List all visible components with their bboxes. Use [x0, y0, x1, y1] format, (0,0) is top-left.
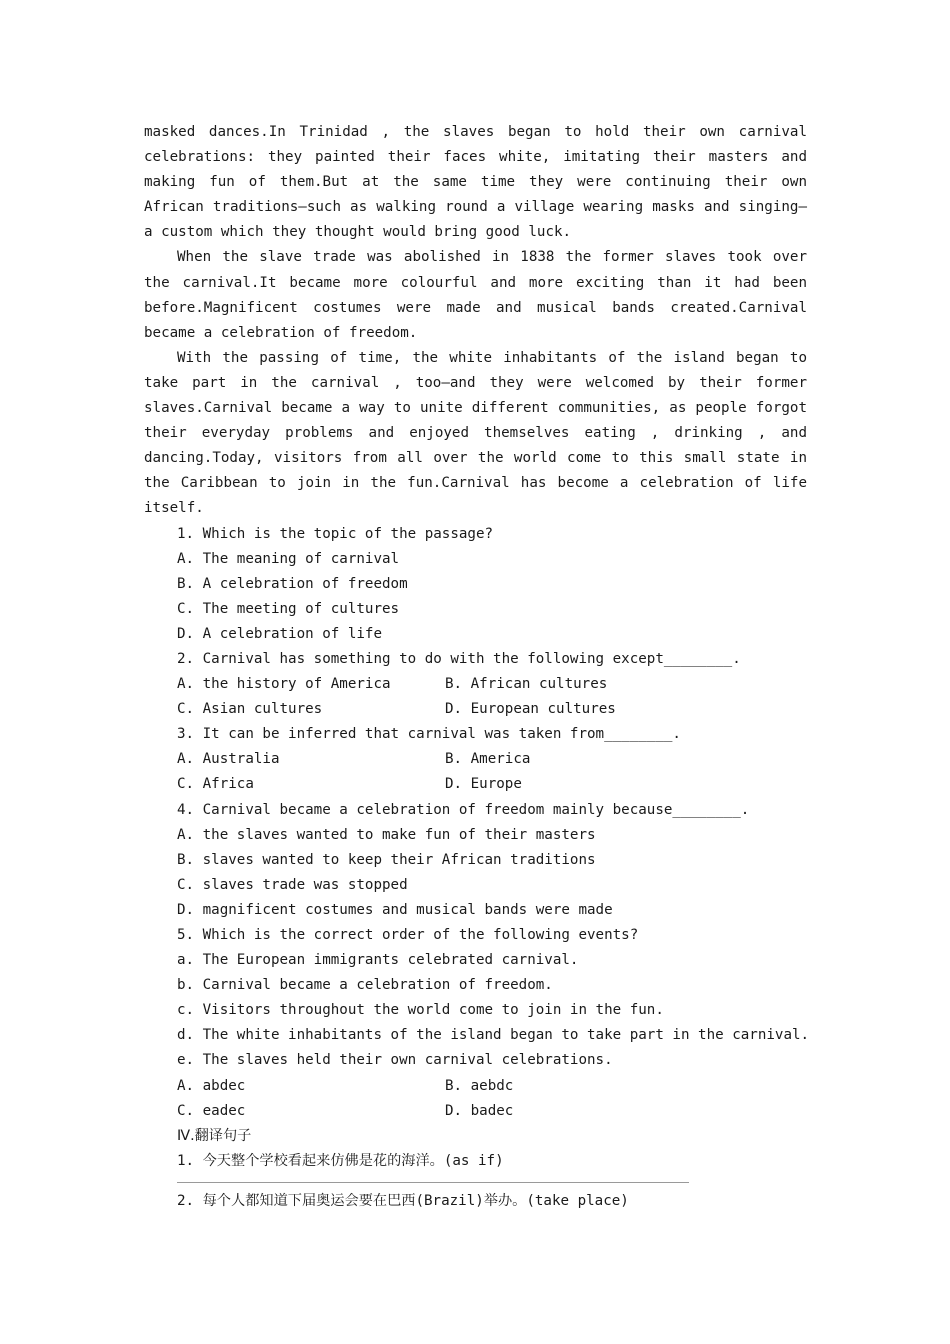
question-5-event-a: a. The European immigrants celebrated carnival. [177, 952, 579, 969]
question-4-stem: 4. Carnival became a celebration of freedom mainly because________. [177, 801, 750, 818]
question-2-options-row-2 [177, 697, 807, 722]
question-5-options-row-1 [177, 1074, 807, 1099]
question-5-event-d: d. The white inhabitants of the island began to take part in the carnival. [177, 1027, 810, 1044]
passage-paragraph-3: With the passing of time, the white inhabitants of the island began to take part in the carnival , too—and they were welcomed by their former slaves.Carnival became a way to unite different communities, as people forgot their everyday problems and enjoyed themselves eating , drinking , and dancing.Today, visitors from all over the world come to this small state in the Caribbean to join in the fun.Carnival has become a celebration of life itself. [144, 349, 807, 517]
question-5-option-b: B. aebdc [445, 1077, 514, 1094]
passage-paragraph-2: When the slave trade was abolished in 1838 the former slaves took over the carnival.It became more colourful and more exciting than it had been before.Magnificent costumes were made and musical bands created.Carnival became a celebration of freedom. [144, 249, 807, 341]
question-3-option-b: B. America [445, 751, 531, 768]
question-1-stem: 1. Which is the topic of the passage? [177, 525, 494, 542]
question-5-event-c: c. Visitors throughout the world come to join in the fun. [177, 1002, 664, 1019]
answer-line-1[interactable] [177, 1182, 689, 1183]
question-5-option-c: C. eadec [177, 1102, 246, 1119]
question-3-option-a: A. Australia [177, 751, 280, 768]
question-5-options-row-2 [177, 1099, 807, 1124]
question-4-option-a: A. the slaves wanted to make fun of their masters [177, 826, 596, 843]
passage-paragraph-1: masked dances.In Trinidad , the slaves began to hold their own carnival celebrations: they painted their faces white, imitating their masters and making fun of them.But at the same time they were continuing their own African traditions—such as walking round a village wearing masks and singing—a custom which they thought would bring good luck. [144, 124, 807, 241]
question-3-stem: 3. It can be inferred that carnival was taken from________. [177, 726, 681, 743]
question-2-option-a: A. the history of America [177, 676, 391, 693]
question-5-option-d: D. badec [445, 1102, 514, 1119]
document-page [144, 120, 810, 1214]
question-1-option-d: D. A celebration of life [177, 625, 382, 642]
translation-sentence-1: 1. 今天整个学校看起来仿佛是花的海洋。(as if) [177, 1152, 504, 1169]
question-2-option-d: D. European cultures [445, 701, 616, 718]
question-5-stem: 5. Which is the correct order of the following events? [177, 927, 639, 943]
question-4-option-b: B. slaves wanted to keep their African traditions [177, 851, 596, 868]
question-5-event-b: b. Carnival became a celebration of freedom. [177, 977, 553, 994]
question-4-option-d: D. magnificent costumes and musical bands were made [177, 901, 613, 918]
question-1-option-c: C. The meeting of cultures [177, 600, 400, 617]
question-3-options-row-1 [177, 747, 807, 772]
question-4-option-c: C. slaves trade was stopped [177, 876, 408, 893]
question-2-stem: 2. Carnival has something to do with the following except________. [177, 650, 741, 667]
translation-heading: Ⅳ.翻译句子 [177, 1127, 252, 1144]
question-2-options-row-1 [177, 672, 807, 697]
question-5-option-a: A. abdec [177, 1077, 246, 1094]
question-3-option-d: D. Europe [445, 776, 522, 793]
question-3-options-row-2 [177, 772, 807, 797]
question-2-option-b: B. African cultures [445, 676, 608, 693]
translation-sentence-2: 2. 每个人都知道下届奥运会要在巴西(Brazil)举办。(take place) [177, 1192, 629, 1209]
question-1-option-a: A. The meaning of carnival [177, 550, 400, 567]
question-2-option-c: C. Asian cultures [177, 701, 323, 718]
question-5-event-e: e. The slaves held their own carnival celebrations. [177, 1052, 613, 1069]
question-1-option-b: B. A celebration of freedom [177, 575, 408, 592]
question-3-option-c: C. Africa [177, 776, 254, 793]
